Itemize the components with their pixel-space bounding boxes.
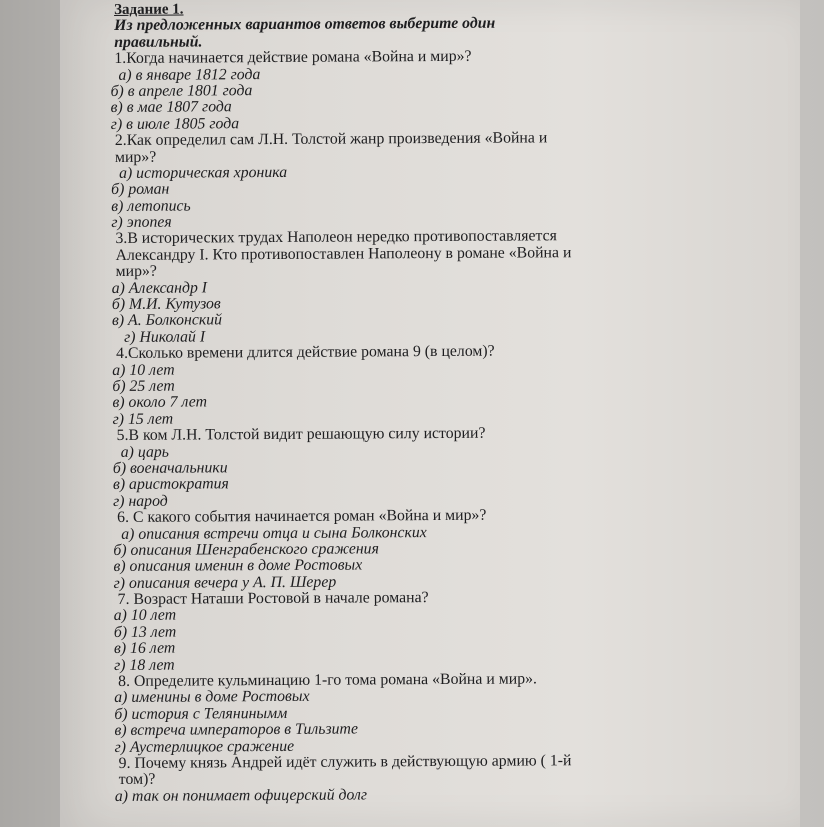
answer-option: в) А. Болконский bbox=[111, 311, 223, 330]
question-text: 4.Сколько времени длится действие романа 9 (в целом)? bbox=[116, 342, 495, 363]
answer-option: б) в апреле 1801 года bbox=[110, 82, 253, 100]
question-text: мир»? bbox=[115, 262, 157, 281]
answer-option: а) в январе 1812 года bbox=[118, 65, 261, 84]
answer-option: а) историческая хроника bbox=[118, 163, 288, 182]
question-text: 5.В ком Л.Н. Толстой видит решающую силу истории? bbox=[116, 424, 486, 445]
question-text: 1.Когда начинается действие романа «Война и мир»? bbox=[114, 47, 472, 68]
answer-option: г) 15 лет bbox=[112, 410, 174, 428]
question-text: 7. Возраст Наташи Ростовой в начале романа? bbox=[117, 589, 429, 609]
answer-option: б) военачальники bbox=[112, 459, 228, 477]
question-text: 9. Почему князь Андрей идёт служить в действующую армию ( 1-й bbox=[118, 752, 572, 772]
answer-option: а) 10 лет bbox=[112, 361, 175, 379]
answer-option: г) в июле 1805 года bbox=[110, 114, 240, 133]
answer-option: а) так он понимает офицерский долг bbox=[114, 786, 368, 805]
answer-option: г) описания вечера у А. П. Шерер bbox=[113, 573, 337, 592]
answer-option: г) 18 лет bbox=[113, 656, 175, 674]
answer-option: б) М.И. Кутузов bbox=[111, 295, 221, 314]
answer-option: а) Александр I bbox=[111, 279, 208, 297]
question-text: 6. С какого события начинается роман «Война и мир»? bbox=[117, 506, 487, 527]
answer-option: г) эпопея bbox=[111, 213, 172, 232]
question-text: 2.Как определил сам Л.Н. Толстой жанр произведения «Война и bbox=[114, 129, 548, 150]
instruction-line: правильный. bbox=[114, 33, 203, 51]
answer-option: г) Николай I bbox=[123, 328, 206, 346]
answer-option: б) описания Шенграбенского сражения bbox=[113, 540, 379, 559]
answer-option: б) 13 лет bbox=[113, 623, 177, 641]
question-text: 8. Определите кульминацию 1-го тома романа «Война и мир». bbox=[118, 670, 537, 690]
answer-option: в) в мае 1807 года bbox=[110, 98, 232, 117]
question-text: мир»? bbox=[114, 148, 157, 166]
answer-option: б) роман bbox=[111, 180, 170, 199]
answer-option: а) 10 лет bbox=[113, 607, 177, 625]
task-header: Задание 1. bbox=[113, 1, 184, 18]
answer-option: в) 16 лет bbox=[113, 639, 176, 658]
answer-option: в) около 7 лет bbox=[112, 393, 208, 412]
answer-option: а) царь bbox=[120, 443, 169, 461]
answer-option: в) аристократия bbox=[112, 475, 229, 494]
answer-option: в) летопись bbox=[111, 197, 191, 215]
instruction-line: Из предложенных вариантов ответов выберите один bbox=[114, 15, 496, 35]
worksheet bbox=[108, 0, 713, 805]
question-text: Александру I. Кто противопоставлен Наполеону в романе «Война и bbox=[115, 244, 572, 264]
answer-option: а) именины в доме Ростовых bbox=[114, 688, 310, 707]
answer-option: б) история с Телянинымᴍ bbox=[114, 704, 287, 723]
question-text: 3.В исторических трудах Наполеон нередко противопоставляется bbox=[115, 227, 557, 248]
answer-option: г) Аустерлицкое сражение bbox=[114, 737, 295, 756]
answer-option: б) 25 лет bbox=[112, 377, 175, 395]
question-text: том)? bbox=[118, 771, 156, 789]
answer-option: в) описания именин в доме Ростовых bbox=[113, 556, 363, 576]
answer-option: а) описания встречи отца и сына Болконских bbox=[121, 523, 427, 543]
answer-option: в) встреча императоров в Тильзите bbox=[114, 720, 358, 740]
answer-option: г) народ bbox=[112, 492, 168, 510]
